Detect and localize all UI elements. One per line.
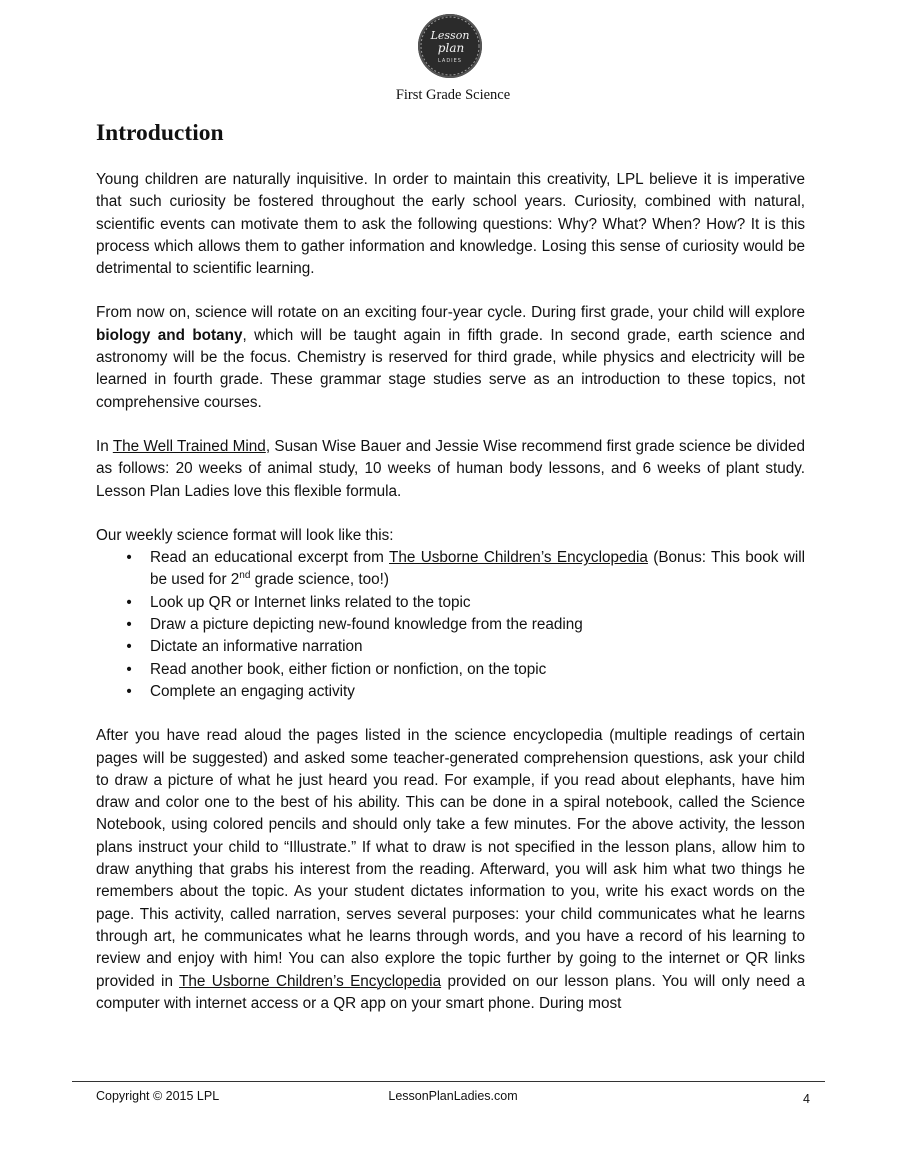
intro-paragraph: Young children are naturally inquisitive. In order to maintain this creativity, LPL believe it is imperative that such curiosity be fostered throughout the early school years. Curiosity, combined with natural, scientific events can motivate them to ask the following questions: Why? What? When? How? It is this process which allows them to gather information and knowledge. Losing this sense of curiosity would be detrimental to scientific learning. — [96, 171, 805, 278]
logo-text-line1: Lesson — [430, 29, 470, 42]
section-heading: Introduction — [96, 120, 224, 146]
list-item-text: Complete an engaging activity — [150, 682, 355, 700]
list-item-text: Dictate an informative narration — [150, 638, 363, 656]
page-number: 4 — [803, 1092, 810, 1106]
bullet-icon: • — [126, 660, 132, 678]
list-item — [96, 547, 805, 592]
cycle-bold-subjects: biology and botany — [96, 326, 243, 344]
logo-text-line2: plan — [437, 41, 465, 55]
bullet-icon: • — [126, 638, 132, 656]
bullet1-text-1: Read an educational excerpt from — [150, 549, 389, 567]
narration-text-2: provided on our lesson plans. You will only need a computer with internet access or a QR app on your smart phone. During most — [96, 972, 806, 1012]
narration-book-title: The Usborne Children’s Encyclopedia — [179, 972, 442, 990]
bullet1-text-3: grade science, too!) — [250, 571, 390, 589]
bullet-icon: • — [126, 682, 132, 700]
list-item — [96, 614, 805, 636]
weekly-format-list — [96, 547, 805, 703]
narration-paragraph — [96, 725, 805, 1015]
header-title: First Grade Science — [395, 87, 511, 103]
list-item — [96, 636, 805, 658]
page-content — [96, 118, 805, 1015]
footer-site: LessonPlanLadies.com — [388, 1089, 518, 1103]
footer-divider — [72, 1081, 825, 1082]
lesson-plan-ladies-logo — [418, 14, 482, 78]
bullet-icon: • — [126, 549, 132, 567]
logo-text-line3: LADIES — [438, 58, 462, 64]
cycle-text-1: From now on, science will rotate on an exciting four-year cycle. During first grade, your child will explore — [96, 304, 805, 322]
wtm-text-2: , Susan Wise Bauer and Jessie Wise recommend first grade science be divided as follows: 20 weeks of animal study, 10 weeks of human body lessons, and 6 weeks of plant study. Lesson Plan Ladies love this flexible formula. — [96, 437, 805, 500]
cycle-paragraph — [96, 302, 805, 413]
bullet1-text-2: (Bonus: This book will be used for 2 — [150, 549, 806, 589]
bullet1-book-title: The Usborne Children’s Encyclopedia — [389, 549, 648, 567]
list-item-text: Draw a picture depicting new-found knowledge from the reading — [150, 616, 583, 634]
cycle-text-2: , which will be taught again in fifth grade. In second grade, earth science and astronomy will be the focus. Chemistry is reserved for third grade, while physics and electricity will be learned in fourth grade. These grammar stage studies serve as an introduction to these topics, not comprehensive courses. — [96, 326, 805, 411]
list-intro: Our weekly science format will look like this: — [96, 526, 394, 544]
narration-text-1: After you have read aloud the pages listed in the science encyclopedia (multiple readings of certain pages will be suggested) and asked some teacher-generated comprehension questions, ask your child to draw a picture of what he just heard you read. For example, if you read about elephants, have him draw and color one to the best of his ability. This can be done in a spiral notebook, called the Science Notebook, using colored pencils and should only take a few minutes. For the above activity, the lesson plans instruct your child to “Illustrate.” If what to draw is not specified in the lesson plans, allow him to draw anything that grabs his interest from the reading. Afterward, you will ask him what two things he remembers about the topic. As your student dictates information to you, write his exact words on the page. This activity, called narration, serves several purposes: your child communicates what he learns through art, he communicates what he learns through words, and you have a record of his learning to review and enjoy with him! You can also explore the topic further by going to the internet or QR links provided in — [96, 727, 805, 990]
list-item — [96, 592, 805, 614]
list-item-text: Look up QR or Internet links related to the topic — [150, 593, 471, 611]
footer-copyright: Copyright © 2015 LPL — [96, 1089, 220, 1103]
wtm-text-1: In — [96, 437, 113, 455]
bullet1-superscript: nd — [239, 570, 251, 582]
list-item-text: Read another book, either fiction or nonfiction, on the topic — [150, 660, 547, 678]
wtm-book-title: The Well Trained Mind — [112, 437, 266, 455]
logo-emblem — [418, 14, 482, 78]
list-item — [96, 681, 805, 703]
bullet-icon: • — [126, 616, 132, 634]
list-item — [96, 659, 805, 681]
bullet-icon: • — [126, 593, 132, 611]
wtm-paragraph — [96, 436, 805, 503]
